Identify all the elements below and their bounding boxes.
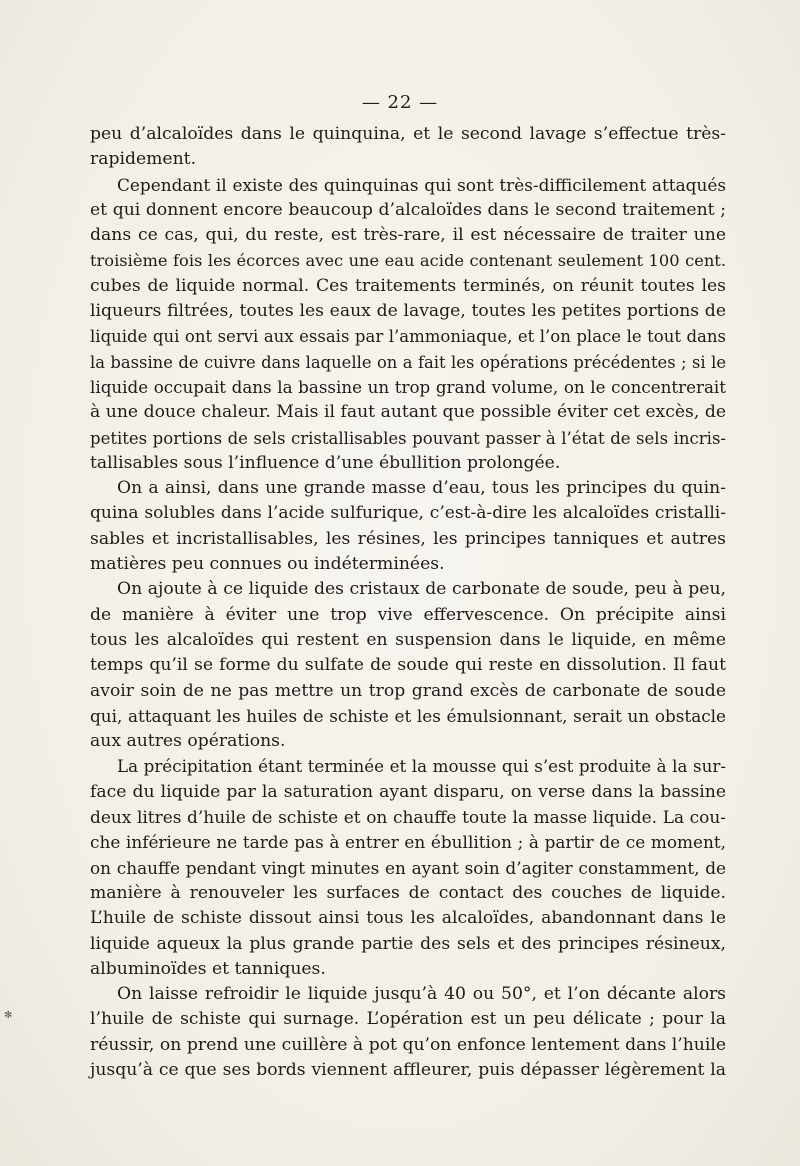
text-line: peu d’alcaloïdes dans le quinquina, et le second lavage s’effectue très- — [90, 124, 726, 144]
text-line: aux autres opérations. — [90, 731, 286, 752]
margin-speck-icon: ✻ — [4, 1010, 13, 1021]
text-line: On ajoute à ce liquide des cristaux de carbonate de soude, peu à peu, — [117, 579, 726, 600]
text-line: temps qu’il se forme du sulfate de soude qui reste en dissolution. Il faut — [90, 655, 726, 676]
text-line: deux litres d’huile de schiste et on chauffe toute la masse liquide. La cou- — [90, 807, 726, 828]
text-line: quina solubles dans l’acide sulfurique, c’est-à-dire les alcaloïdes cristalli- — [90, 503, 726, 524]
text-line: jusqu’à ce que ses bords viennent affleurer, puis dépasser légèrement la — [90, 1059, 726, 1080]
text-line: L’huile de schiste dissout ainsi tous les alcaloïdes, abandonnant dans le — [90, 908, 726, 929]
text-line: rapidement. — [90, 149, 197, 170]
text-line: tallisables sous l’influence d’une ébullition prolongée. — [90, 452, 561, 473]
body-text — [90, 122, 726, 1083]
text-line: à une douce chaleur. Mais il faut autant que possible éviter cet excès, de — [90, 402, 726, 423]
text-line: dans ce cas, qui, du reste, est très-rare, il est nécessaire de traiter une — [90, 225, 726, 246]
text-line: Cependant il existe des quinquinas qui sont très-difficilement attaqués — [117, 174, 726, 195]
text-line: On laisse refroidir le liquide jusqu’à 40 ou 50°, et l’on décante alors — [117, 984, 726, 1005]
text-line: liquide occupait dans la bassine un trop grand volume, on le concentrerait — [90, 376, 726, 397]
text-line: matières peu connues ou indéterminées. — [90, 554, 445, 575]
text-line: l’huile de schiste qui surnage. L’opération est un peu délicate ; pour la — [90, 1009, 726, 1030]
text-line: la bassine de cuivre dans laquelle on a fait les opérations précédentes ; si le — [90, 352, 726, 372]
text-line: che inférieure ne tarde pas à entrer en ébullition ; à partir de ce moment, — [90, 832, 726, 853]
text-line: La précipitation étant terminée et la mousse qui s’est produite à la sur- — [117, 756, 726, 777]
text-line: petites portions de sels cristallisables pouvant passer à l’état de sels incris- — [90, 428, 726, 448]
text-line: liqueurs filtrées, toutes les eaux de lavage, toutes les petites portions de — [90, 301, 726, 322]
text-line: sables et incristallisables, les résines, les principes tanniques et autres — [90, 528, 726, 549]
text-line: liquide qui ont servi aux essais par l’ammoniaque, et l’on place le tout dans — [90, 327, 726, 347]
text-line: avoir soin de ne pas mettre un trop grand excès de carbonate de soude — [90, 680, 726, 701]
text-line: de manière à éviter une trop vive effervescence. On précipite ainsi — [90, 604, 726, 625]
text-line: liquide aqueux la plus grande partie des sels et des principes résineux, — [90, 933, 726, 954]
text-line: albuminoïdes et tanniques. — [90, 958, 326, 979]
text-line: qui, attaquant les huiles de schiste et les émulsionnant, serait un obstacle — [90, 705, 726, 726]
text-line: réussir, on prend une cuillère à pot qu’on enfonce lentement dans l’huile — [90, 1034, 726, 1055]
text-line: troisième fois les écorces avec une eau acide contenant seulement 100 cent. — [90, 251, 726, 271]
text-line: on chauffe pendant vingt minutes en ayant soin d’agiter constamment, de — [90, 857, 726, 878]
page-number: — 22 — — [361, 92, 439, 113]
text-line: face du liquide par la saturation ayant disparu, on verse dans la bassine — [90, 781, 726, 802]
text-line: cubes de liquide normal. Ces traitements terminés, on réunit toutes les — [90, 275, 726, 296]
text-line: On a ainsi, dans une grande masse d’eau, tous les principes du quin- — [117, 478, 726, 499]
text-line: et qui donnent encore beaucoup d’alcaloïdes dans le second traitement ; — [90, 199, 726, 220]
text-line: manière à renouveler les surfaces de contact des couches de liquide. — [90, 882, 726, 903]
text-line: tous les alcaloïdes qui restent en suspension dans le liquide, en même — [90, 629, 726, 650]
